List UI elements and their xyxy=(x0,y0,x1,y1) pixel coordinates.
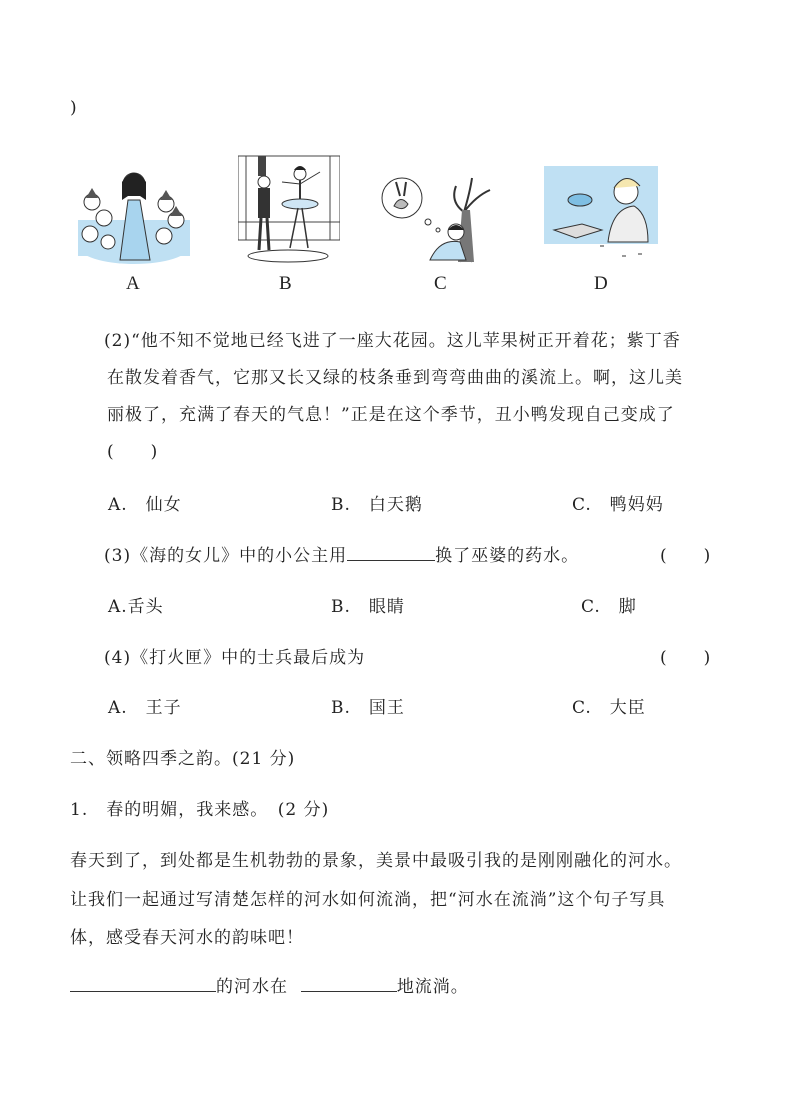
q2-option-a[interactable]: A. 仙女 xyxy=(108,495,182,515)
boy-under-tree-illustration-icon xyxy=(380,172,500,266)
tin-soldier-ballerina-illustration-icon xyxy=(238,152,340,264)
q2-option-b[interactable]: B. 白天鹅 xyxy=(331,495,423,515)
q3-text xyxy=(104,541,579,566)
q2-answer-paren[interactable]: ( ) xyxy=(107,442,159,462)
q4-option-a[interactable]: A. 王子 xyxy=(108,698,182,718)
picture-label-d: D xyxy=(594,273,608,294)
s2-q1-line-2: 让我们一起通过写清楚怎样的河水如何流淌，把“河水在流淌”这个句子写具 xyxy=(70,890,666,910)
s2-q1-line-3: 体，感受春天河水的韵味吧！ xyxy=(70,928,304,948)
q4-text: (4)《打火匣》中的士兵最后成为 xyxy=(104,648,366,668)
s2-q1-blank-1[interactable] xyxy=(70,990,216,992)
q3-text-after: 换了巫婆的药水。 xyxy=(435,546,580,566)
s2-q1-title: 1. 春的明媚，我来感。 (2 分) xyxy=(70,800,330,820)
picture-label-c: C xyxy=(434,273,447,294)
s2-q1-line-1: 春天到了，到处都是生机勃勃的景象，美景中最吸引我的是刚刚融化的河水。 xyxy=(70,851,682,871)
section-2-title: 二、领略四季之韵。(21 分) xyxy=(70,749,296,769)
s2-q1-fill-end: 地流淌。 xyxy=(396,977,469,997)
q3-blank[interactable] xyxy=(347,559,435,561)
picture-label-b: B xyxy=(279,273,292,294)
q2-line-3: 丽极了，充满了春天的气息！”正是在这个季节，丑小鸭发现自己变成了 xyxy=(107,405,675,425)
q3-text-before: (3)《海的女儿》中的小公主用 xyxy=(104,546,348,566)
snow-white-dwarfs-illustration-icon xyxy=(78,160,190,264)
s2-q1-blank-2[interactable] xyxy=(301,990,397,992)
s2-q1-fill-mid: 的河水在 xyxy=(216,977,288,997)
picture-label-a: A xyxy=(126,273,140,294)
q3-option-b[interactable]: B. 眼睛 xyxy=(331,597,405,617)
s2-q1-fill-sentence xyxy=(70,972,469,997)
q3-option-a[interactable]: A.舌头 xyxy=(108,597,164,617)
q2-option-c[interactable]: C. 鸭妈妈 xyxy=(572,495,664,515)
q3-answer-paren[interactable]: ( ) xyxy=(660,546,712,566)
q3-option-c[interactable]: C. 脚 xyxy=(581,597,637,617)
q4-option-b[interactable]: B. 国王 xyxy=(331,698,405,718)
q4-answer-paren[interactable]: ( ) xyxy=(660,648,712,668)
q2-line-2: 在散发着香气，它那又长又绿的枝条垂到弯弯曲曲的溪流上。啊，这儿美 xyxy=(107,368,683,388)
q4-option-c[interactable]: C. 大臣 xyxy=(572,698,646,718)
boy-with-fish-bowl-illustration-icon xyxy=(542,164,660,264)
stray-paren: ) xyxy=(70,98,78,118)
q2-line-1: (2)“他不知不觉地已经飞进了一座大花园。这儿苹果树正开着花；紫丁香 xyxy=(104,331,681,351)
